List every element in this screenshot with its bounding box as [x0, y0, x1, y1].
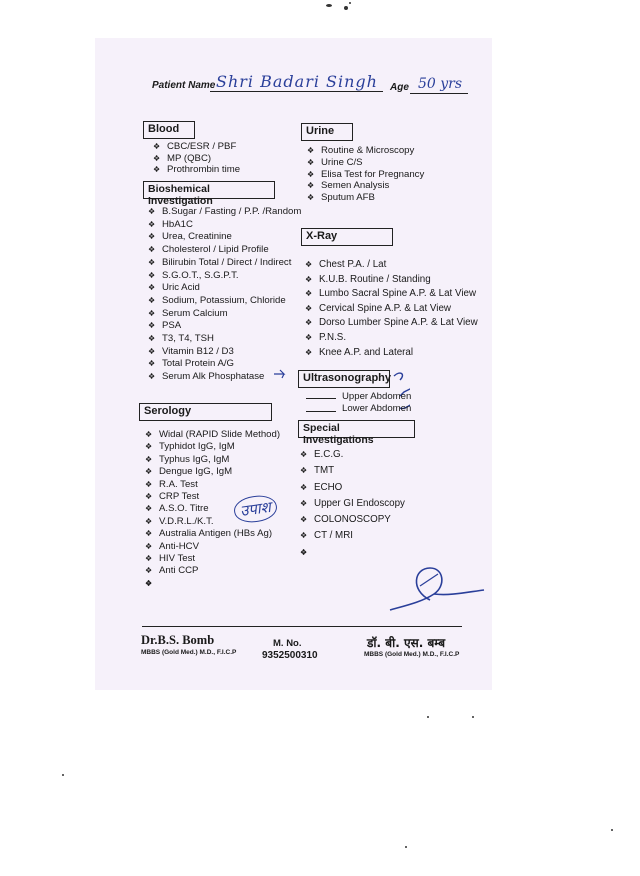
list-item: ❖ Typhidot IgG, IgM	[145, 441, 280, 453]
scan-speck	[349, 2, 351, 4]
list-item: ❖ Knee A.P. and Lateral	[305, 346, 478, 361]
list-item: ❖ Bilirubin Total / Direct / Indirect	[148, 257, 301, 270]
scan-speck	[427, 716, 429, 718]
list-item: ❖ Dorso Lumber Spine A.P. & Lat View	[305, 316, 478, 331]
mno-label: M. No.	[273, 638, 302, 649]
special-list	[300, 447, 405, 545]
list-item: ❖ Cholesterol / Lipid Profile	[148, 244, 301, 257]
urine-list	[307, 145, 424, 204]
list-item: ❖ Vitamin B12 / D3	[148, 346, 301, 359]
list-item: ❖ Serum Alk Phosphatase	[148, 371, 301, 384]
list-item: ❖ Uric Acid	[148, 282, 301, 295]
blood-list	[153, 141, 240, 176]
list-item: ❖ Typhus IgG, IgM	[145, 454, 280, 466]
list-item: ❖ R.A. Test	[145, 479, 280, 491]
list-item: ❖ A.S.O. Titre	[145, 503, 280, 515]
patient-name-line	[210, 91, 383, 92]
list-item: ❖ Cervical Spine A.P. & Lat View	[305, 302, 478, 317]
list-item: ❖ Australia Antigen (HBs Ag)	[145, 528, 280, 540]
list-item: ❖ Anti-HCV	[145, 541, 280, 553]
list-item: ❖ HIV Test	[145, 553, 280, 565]
usg-lower: Lower Abdomen	[342, 403, 412, 414]
list-item: ❖ Urea, Creatinine	[148, 231, 301, 244]
age-label: Age	[390, 82, 409, 93]
list-item: ❖ Dengue IgG, IgM	[145, 466, 280, 478]
serology-handwritten-note: उपाश	[232, 493, 278, 525]
doctor-qualifications: MBBS (Gold Med.) M.D., F.I.C.P	[141, 649, 237, 656]
doctor-name: Dr.B.S. Bomb	[141, 633, 215, 647]
list-item: ❖ COLONOSCOPY	[300, 512, 405, 528]
list-item: ❖ Serum Calcium	[148, 308, 301, 321]
list-item: ❖ S.G.O.T., S.G.P.T.	[148, 270, 301, 283]
list-item: ❖ HbA1C	[148, 219, 301, 232]
list-item: ❖ TMT	[300, 463, 405, 479]
list-item: ❖ Total Protein A/G	[148, 358, 301, 371]
xray-list	[305, 258, 478, 360]
list-item: ❖ Anti CCP	[145, 565, 280, 577]
section-urine-title: Urine	[301, 123, 353, 141]
patient-name-value: Shri Badari Singh	[216, 72, 378, 91]
list-item: ❖ Semen Analysis	[307, 180, 424, 192]
list-item: ❖ Chest P.A. / Lat	[305, 258, 478, 273]
list-item: ❖ Lumbo Sacral Spine A.P. & Lat View	[305, 287, 478, 302]
age-value: 50 yrs	[418, 76, 463, 92]
usg-line	[306, 411, 336, 412]
list-item: ❖ K.U.B. Routine / Standing	[305, 273, 478, 288]
section-usg-title: Ultrasonography	[298, 370, 390, 388]
list-item: ❖ PSA	[148, 320, 301, 333]
section-special-title: Special Investigations	[298, 420, 415, 438]
list-item: ❖ B.Sugar / Fasting / P.P. /Random	[148, 206, 301, 219]
usg-upper: Upper Abdomen	[342, 391, 412, 402]
list-item: ❖ CT / MRI	[300, 528, 405, 544]
list-item: ❖ Routine & Microscopy	[307, 145, 424, 157]
patient-name-label: Patient Name	[152, 80, 216, 91]
list-item: ❖ T3, T4, TSH	[148, 333, 301, 346]
list-item: ❖ Sodium, Potassium, Chloride	[148, 295, 301, 308]
list-item: ❖ Sputum AFB	[307, 192, 424, 204]
list-item: ❖ ECHO	[300, 480, 405, 496]
list-item: ❖ Urine C/S	[307, 157, 424, 169]
scan-speck	[344, 6, 348, 10]
list-item: ❖ P.N.S.	[305, 331, 478, 346]
list-item: ❖ Elisa Test for Pregnancy	[307, 169, 424, 181]
section-serology-title: Serology	[139, 403, 272, 421]
age-line	[410, 93, 468, 94]
mno-value: 9352500310	[262, 650, 318, 661]
section-biochem-title: Bioshemical Investigation	[143, 181, 275, 199]
footer-divider	[142, 626, 462, 627]
doctor-name-hindi: डॉ. बी. एस. बम्ब	[367, 636, 446, 650]
scan-speck	[405, 846, 407, 848]
list-item: ❖ Widal (RAPID Slide Method)	[145, 429, 280, 441]
section-xray-title: X-Ray	[301, 228, 393, 246]
section-blood-title: Blood	[143, 121, 195, 139]
scan-speck	[326, 4, 332, 7]
scan-speck	[62, 774, 64, 776]
usg-line	[306, 398, 336, 399]
list-item: ❖ CRP Test	[145, 491, 280, 503]
doctor-signature	[380, 560, 490, 618]
doctor-qualifications-right: MBBS (Gold Med.) M.D., F.I.C.P	[364, 651, 460, 658]
biochem-list	[148, 206, 301, 384]
scan-speck	[472, 716, 474, 718]
scan-speck	[611, 829, 613, 831]
list-item: ❖ E.C.G.	[300, 447, 405, 463]
list-item: ❖ CBC/ESR / PBF	[153, 141, 240, 153]
list-item: ❖ V.D.R.L./K.T.	[145, 516, 280, 528]
list-item: ❖ Prothrombin time	[153, 164, 240, 176]
list-item: ❖ Upper GI Endoscopy	[300, 496, 405, 512]
list-item: ❖ MP (QBC)	[153, 153, 240, 165]
